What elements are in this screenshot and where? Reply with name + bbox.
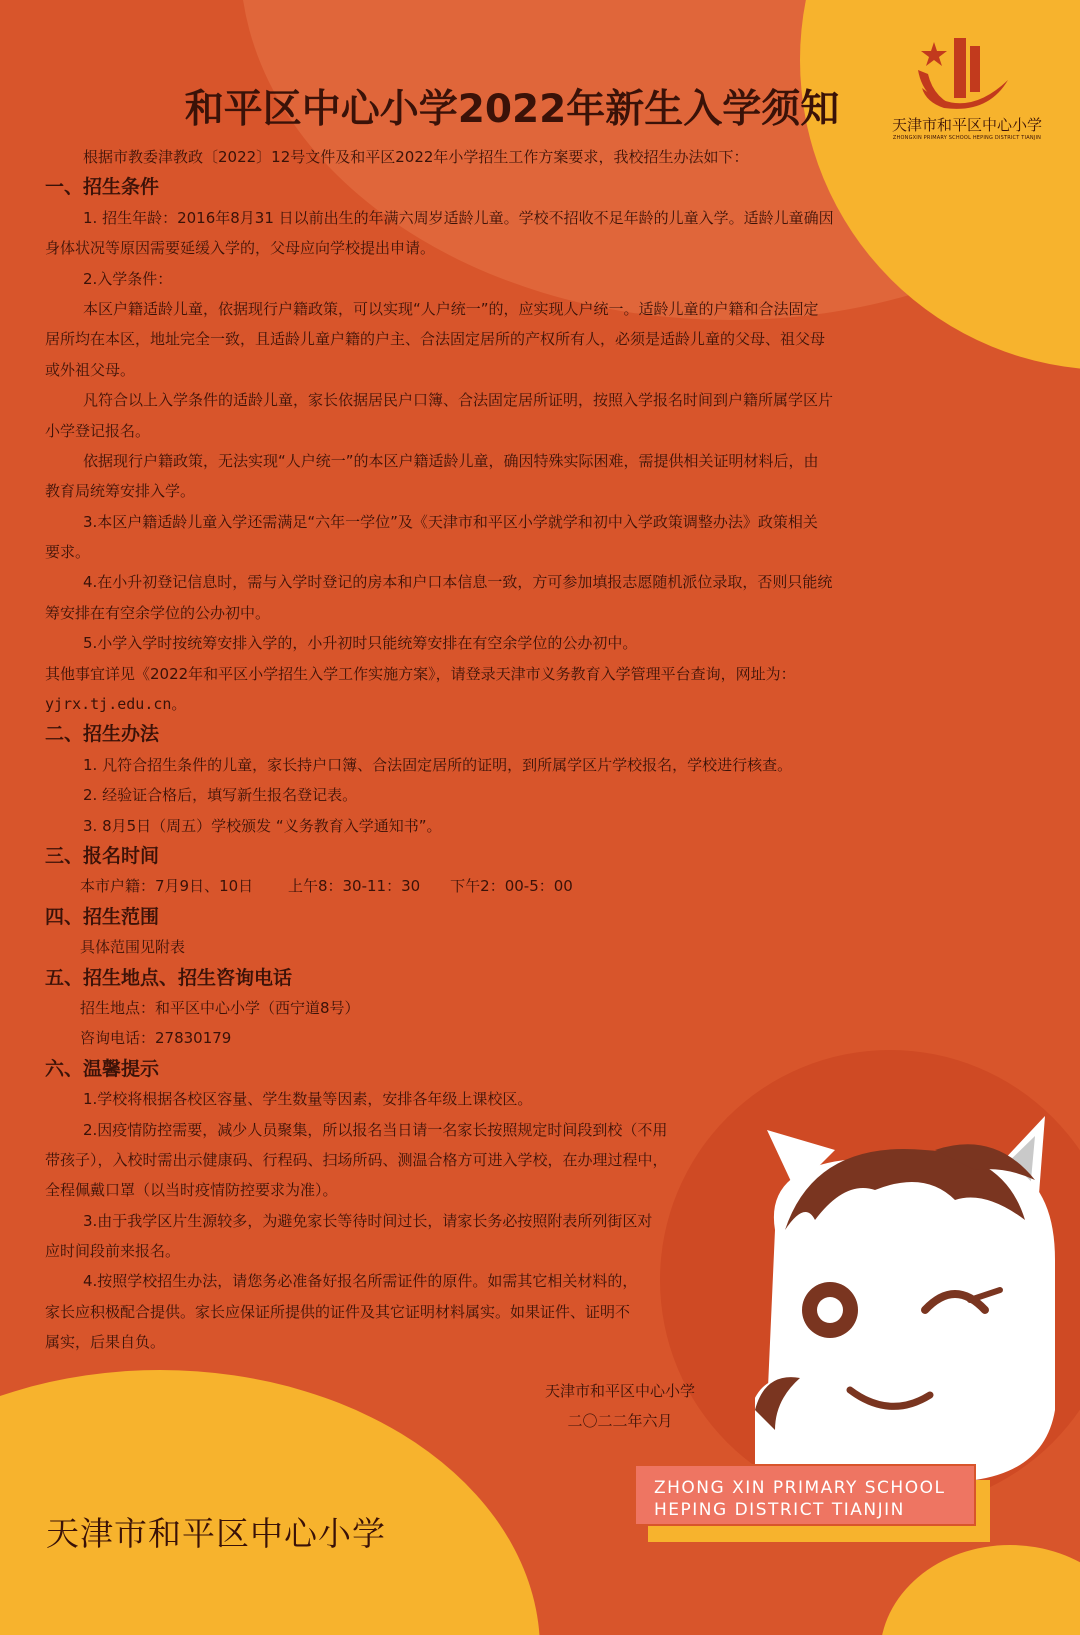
text-line: 具体范围见附表 <box>80 938 186 957</box>
text-line: 身体状况等原因需要延缓入学的，父母应向学校提出申请。 <box>45 239 436 258</box>
school-name-en-line2: HEPING DISTRICT TIANJIN <box>654 1500 905 1520</box>
text-line: 教育局统筹安排入学。 <box>45 482 196 501</box>
footer-school-name: 天津市和平区中心小学 <box>46 1514 386 1553</box>
text-line: 应时间段前来报名。 <box>45 1242 181 1261</box>
text-line: 依据现行户籍政策，无法实现“人户统一”的本区户籍适龄儿童，确因特殊实际困难，需提供相关证明材料后，由 <box>83 451 819 470</box>
text-line: 筹安排在有空余学位的公办初中。 <box>45 603 271 622</box>
bg-circle-yellow-corner <box>880 1545 1080 1635</box>
text-line: 2.入学条件： <box>83 269 173 288</box>
text-line: 小学登记报名。 <box>45 421 151 440</box>
text-line: 本市户籍：7月9日、10日 上午8：30-11：30 下午2：00-5：00 <box>80 877 573 896</box>
text-line: 带孩子），入校时需出示健康码、行程码、扫场所码、测温合格方可进入学校，在办理过程中， <box>45 1150 668 1169</box>
text-line: 4.在小升初登记信息时，需与入学时登记的房本和户口本信息一致，方可参加填报志愿随机派位录取，否则只能统 <box>83 573 833 592</box>
text-line: 4.按照学校招生办法，请您务必准备好报名所需证件的原件。如需其它相关材料的， <box>83 1272 638 1291</box>
text-line: 全程佩戴口罩（以当时疫情防控要求为准）。 <box>45 1181 338 1200</box>
section-heading: 四、招生范围 <box>45 905 160 928</box>
section-heading: 三、报名时间 <box>45 844 160 867</box>
section-heading: 二、招生办法 <box>45 723 160 746</box>
school-name-label <box>634 1464 984 1534</box>
text-line: 要求。 <box>45 543 91 562</box>
text-line: yjrx.tj.edu.cn。 <box>45 695 187 714</box>
section-heading: 六、温馨提示 <box>45 1057 160 1080</box>
text-line: 2. 经验证合格后，填写新生报名登记表。 <box>83 786 358 805</box>
text-line: 3.由于我学区片生源较多，为避免家长等待时间过长，请家长务必按照附表所列街区对 <box>83 1211 653 1230</box>
text-line: 招生地点：和平区中心小学（西宁道8号） <box>80 998 360 1017</box>
bg-circle-yellow-bottom <box>0 1370 540 1635</box>
signature-org: 天津市和平区中心小学 <box>544 1382 695 1400</box>
text-line: 3. 8月5日（周五）学校颁发 “义务教育入学通知书”。 <box>83 816 442 835</box>
text-line: 2.因疫情防控需要，减少人员聚集，所以报名当日请一名家长按照规定时间段到校（不用 <box>83 1120 668 1139</box>
text-line: 根据市教委津教政〔2022〕12号文件及和平区2022年小学招生工作方案要求，我校招生办法如下： <box>83 148 749 166</box>
text-line: 家长应积极配合提供。家长应保证所提供的证件及其它证明材料属实。如果证件、证明不 <box>45 1302 631 1321</box>
logo-school-name-en: ZHONGXIN PRIMARY SCHOOL HEPING DISTRICT TIANJIN <box>892 135 1042 141</box>
signature-block <box>510 1376 730 1436</box>
logo-school-name-cn: 天津市和平区中心小学 <box>891 116 1042 134</box>
text-line: 5.小学入学时按统筹安排入学的，小升初时只能统筹安排在有空余学位的公办初中。 <box>83 634 638 653</box>
signature-date: 二〇二二年六月 <box>567 1412 673 1430</box>
school-name-en-line1: ZHONG XIN PRIMARY SCHOOL <box>654 1478 946 1498</box>
text-line: 凡符合以上入学条件的适龄儿童，家长依据居民户口簿、合法固定居所证明，按照入学报名时间到户籍所属学区片 <box>83 391 834 410</box>
notice-title: 和平区中心小学2022年新生入学须知 <box>184 87 840 132</box>
text-line: 其他事宜详见《2022年和平区小学招生入学工作实施方案》，请登录天津市义务教育入学管理平台查询，网址为： <box>45 664 796 683</box>
label-plate <box>634 1464 976 1526</box>
text-line: 居所均在本区，地址完全一致，且适龄儿童户籍的户主、合法固定居所的产权所有人，必须是适龄儿童的父母、祖父母 <box>45 330 826 349</box>
text-line: 3.本区户籍适龄儿童入学还需满足“六年一学位”及《天津市和平区小学就学和初中入学政策调整办法》政策相关 <box>83 512 818 531</box>
text-line: 本区户籍适龄儿童，依据现行户籍政策，可以实现“人户统一”的，应实现人户统一。适龄儿童的户籍和合法固定 <box>83 299 819 318</box>
section-heading: 五、招生地点、招生咨询电话 <box>45 966 293 989</box>
text-line: 1. 凡符合招生条件的儿童，家长持户口簿、合法固定居所的证明，到所属学区片学校报名，学校进行核查。 <box>83 755 793 774</box>
text-line: 1.学校将根据各校区容量、学生数量等因素，安排各年级上课校区。 <box>83 1090 533 1109</box>
text-line: 或外祖父母。 <box>45 360 136 379</box>
text-line: 属实，后果自负。 <box>45 1333 166 1352</box>
text-line: 咨询电话：27830179 <box>80 1029 232 1048</box>
section-heading: 一、招生条件 <box>45 176 160 199</box>
text-line: 1. 招生年龄：2016年8月31 日以前出生的年满六周岁适龄儿童。学校不招收不足年龄的儿童入学。适龄儿童确因 <box>83 208 834 227</box>
